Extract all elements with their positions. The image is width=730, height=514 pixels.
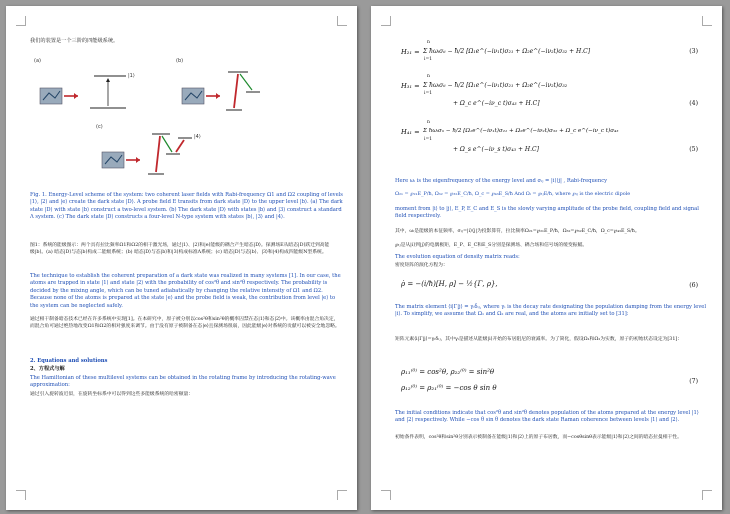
figure-caption-cn: 图1：系统的能级图示：两个具有拉比频率Ω1和Ω2的相干激光场，通过|1⟩、|2⟩和|e⟩能级的耦合产生暗态|D⟩。探测场E从暗态|D⟩跃迁到高能级|b⟩。(a) 暗态|D⟩与态|b⟩构成二能级系统；(b) 暗态|D⟩与态|b⟩和|3⟩构成标准Λ系统；(c) 暗态|D⟩与态|b⟩、|3⟩和|4⟩构成四能级N型系统。 [30, 243, 330, 255]
document-page-2 [371, 6, 722, 510]
figure-a: (a) |1⟩ [34, 58, 144, 128]
equation-7: ρ₁₁⁽⁰⁾ = cos²θ, ρ₂₂⁽⁰⁾ = sin²θ ρ₁₂⁽⁰⁾ = ρ₂₁⁽⁰⁾ = −cos θ sin θ [401, 368, 497, 392]
initial-conditions-cn: 初始条件表明，cos²θ和sin²θ分别表示被制备在能级|1⟩和|2⟩上的原子布居数，而−cosθsinθ表示能级|1⟩和|2⟩之间的暗态拉曼相干性。 [395, 435, 682, 440]
initial-conditions-en: The initial conditions indicate that cos²θ and sin²θ denotes population of the atoms prepared at the energy level |1⟩ and |2⟩ respectively. While −cos θ sin θ denotes the dark state Raman coherence between levels |1⟩ and |2⟩. [395, 410, 699, 424]
page-corner-mark [16, 16, 26, 26]
figure-c: (c) |4⟩ [96, 124, 246, 186]
body-paragraph-cn: 通过相干制备暗态技术已经在许多系统中实现[1]。在本研究中，原子被分别以cos²θ和sin²θ的概率囚禁在态|1⟩和态|2⟩中。该概率由混合角决定，而混合角可通过绝热地改变Ω1和Ω2的相对强度来调节。由于没有原子被制备在态|e⟩且探测场很弱，因此能级|e⟩对系统的贡献可以被安全地忽略。 [30, 317, 340, 329]
definitions-cn-1: 其中，ωᵢ是能级的本征频率，σᵢⱼ=|i⟩⟨j|为投影算符，拉比频率Ω₂₁=℘₂₁E_P/ħ，Ω₃₂=℘₃₂E_C/ħ，Ω_c=℘₄₃E_S/ħ。 [395, 229, 640, 234]
section-heading-en: 2. Equations and solutions [30, 358, 108, 364]
definitions-cn-2: ℘ᵢⱼ是从|i⟩到|j⟩的电偶极矩，E_P、E_C和E_S分别是探测场、耦合场和信号场的缓变振幅。 [395, 243, 588, 248]
hamiltonian-intro-cn: 通过引入旋转波近似，在旋转坐标系中可以得到这些多能级系统的哈密顿量： [30, 392, 194, 397]
document-page-1 [6, 6, 357, 510]
body-paragraph-en: The technique to establish the coherent preparation of a dark state was realized in many systems [1]. In our case, the atoms are trapped in state |1⟩ and state |2⟩ with the probability of cos²θ and sin²θ respectively. The probability is decided by the mixing angle, which can be tuned adiabatically by changing the relative intensity of Ω1 and Ω2. Because none of the atoms is prepared at the state |e⟩ and the probe field is weak, the contribution from level |e⟩ to the system can be neglected safely. [30, 273, 341, 309]
page-corner-mark [702, 16, 712, 26]
definitions-en-3: moment from |i⟩ to |j⟩, E_P, E_C and E_S is the slowly varying amplitude of the probe field, coupling field and signal field respectively. [395, 206, 699, 220]
page-corner-mark [16, 490, 26, 500]
equation-5: H₄₁ = n Σ ħωᵢσᵢᵢ − ħ/2 [Ω₁e^(−iν₁t)σ₂₁ + Ω₂e^(−iν₂t)σ₃₂ + Ω_c e^(−iν_c t)σ₄₃ i=1 + Ω_s e^(−iν_s t)σ₄₃ + H.C] [401, 120, 619, 153]
equation-4-number: (4) [689, 100, 698, 107]
matrix-element-cn: 矩阵元素⟨i|Γ|j⟩=γᵢδᵢⱼ，其中γᵢ是描述从能级|i⟩开始的布居阻尼的衰减率。为了简化，假设Ω₁和Ω₂为实数，原子的初始状态设定为[31]： [395, 337, 683, 342]
intro-heading-cn: 我们的装置是一个三阶的四能级系统。 [30, 38, 119, 44]
section-heading-cn: 2、方程式与解 [30, 366, 65, 372]
figure-b: (b) [176, 58, 316, 128]
equation-4: H₃₁ = n Σ ħωᵢσᵢᵢ − ħ/2 [Ω₁e^(−iν₁t)σ₂₁ + Ω₂e^(−iν₂t)σ₃₂ i=1 + Ω_c e^(−iν_c t)σ₄₃ + H.C] [401, 74, 568, 107]
equation-3: H₂₁ = n Σ ħωᵢσᵢᵢ − ħ/2 [Ω₁e^(−iν₁t)σ₂₁ + Ω₂e^(−iν₂t)σ₃₂ + H.C] i=1 [401, 40, 591, 62]
figure-c-diagram [96, 124, 246, 186]
page-corner-mark [381, 16, 391, 26]
equation-3-number: (3) [689, 48, 698, 55]
figure-caption-en: Fig. 1. Energy-Level scheme of the system: two coherent laser fields with Rabi-frequency Ω1 and Ω2 coupling of levels |1⟩, |2⟩ and |e⟩ create the dark state |D⟩. A probe field E transits from dark state |D⟩ to the upper level |b⟩. (a) The dark state |D⟩ with state |b⟩ construct a two-level system. (b) The dark state |D⟩ with states |b⟩ and |3⟩ construct a standard Λ system. (c) The dark state |D⟩ constructs a four-level N-type system with states |b⟩, |3⟩ and |4⟩. [30, 192, 343, 221]
figure-b-diagram [176, 58, 316, 128]
hamiltonian-intro-en: The Hamiltonian of these multilevel systems can be obtained in the rotating frame by introducing the rotating-wave approximation: [30, 375, 336, 389]
page-corner-mark [337, 16, 347, 26]
page-corner-mark [381, 490, 391, 500]
evolution-intro-cn: 密度矩阵的演化方程为： [395, 263, 448, 268]
matrix-element-en: The matrix element ⟨i|Γ|j⟩ = γᵢδᵢⱼ, where γᵢ is the decay rate designating the population damping from the energy level |i⟩. To simplify, we assume that Ω₁ and Ω₂ are real, and the atoms are initially set to [31]: [395, 304, 707, 318]
definitions-en-2: Ω₂₁ = ℘₂₁E_P/ħ, Ω₃₂ = ℘₃₂E_C/ħ, Ω_c = ℘₄₃E_S/ħ And Ωᵢ = ℘ᵢⱼE/ħ, where ℘ᵢⱼ is the electric dipole [395, 191, 631, 197]
equation-6: ρ̇ = −(i/ħ)[H, ρ] − ½{Γ, ρ}, [401, 280, 498, 288]
evolution-intro-en: The evolution equation of density matrix reads: [395, 254, 520, 260]
page-corner-mark [702, 490, 712, 500]
equation-5-number: (5) [689, 146, 698, 153]
definitions-en-1: Here ωᵢ is the eigenfrequency of the energy level and σᵢⱼ = |i⟩⟨j| , Rabi-frequency [395, 178, 608, 184]
figure-a-diagram [34, 58, 144, 128]
equation-6-number: (6) [689, 282, 698, 289]
page-corner-mark [337, 490, 347, 500]
equation-7-number: (7) [689, 378, 698, 385]
